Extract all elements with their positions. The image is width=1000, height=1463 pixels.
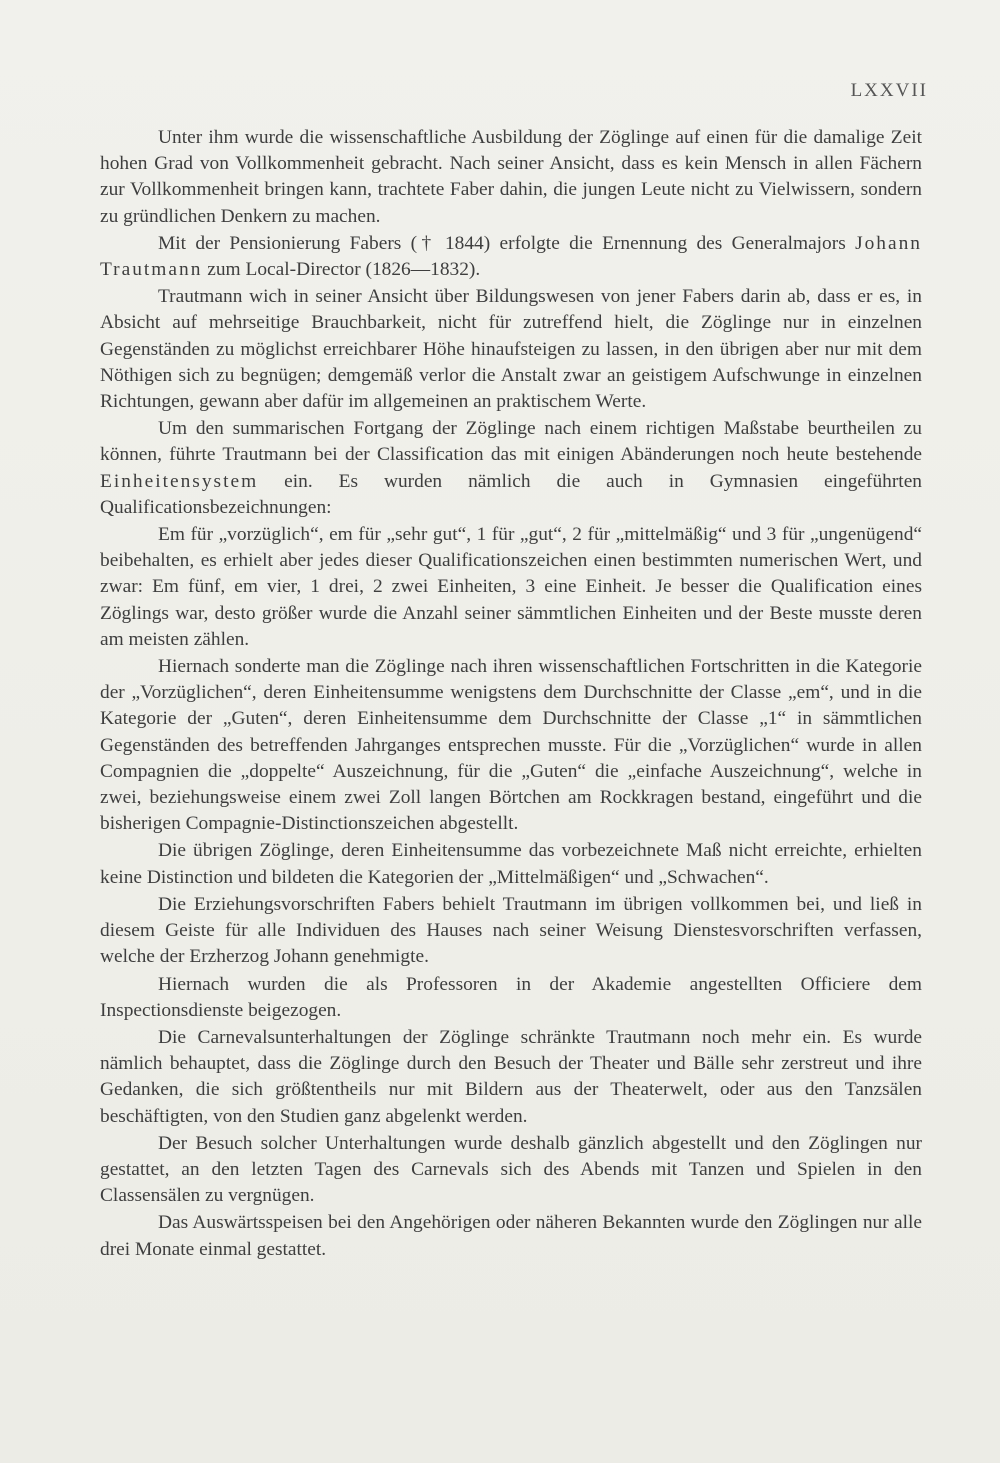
spaced-name: Johann Trautmann xyxy=(100,232,922,281)
paragraph-text: ein. Es wurden nämlich die auch in Gymnasien eingeführten Qualificationsbezeichnungen: xyxy=(100,470,922,518)
paragraph: Trautmann wich in seiner Ansicht über Bildungswesen von jener Fabers darin ab, dass er es, in Absicht auf mehrseitige Brauchbarkeit, nicht für zutreffend hielt, die Zöglinge nur in einzelnen Gegenständen zu möglichst erreichbarer Höhe hinaufsteigen zu lassen, in den übrigen aber nur mit dem Nöthigen sich zu begnügen; demgemäß verlor die Anstalt zwar an geistigem Aufschwunge in einzelnen Richtungen, gewann aber dafür im allgemeinen an praktischem Werte. xyxy=(100,286,922,413)
paragraph: Die übrigen Zöglinge, deren Einheitensumme das vorbezeichnete Maß nicht erreichte, erhielten keine Distinction und bildeten die Kategorien der „Mittelmäßigen“ und „Schwachen“. xyxy=(100,840,922,888)
spaced-term: Einheitensystem xyxy=(100,470,259,492)
paragraph: Hiernach sonderte man die Zöglinge nach ihren wissenschaftlichen Fortschritten in die Kategorie der „Vorzüglichen“, deren Einheitensumme wenigstens dem Durchschnitte der Classe „em“, und in die Kategorie der „Guten“, deren Einheitensumme dem Durchschnitte der Classe „1“ in sämmtlichen Gegenständen des betreffenden Jahrganges entsprechen musste. Für die „Vorzüglichen“ wurde in allen Compagnien die „doppelte“ Auszeichnung, für die „Guten“ die „einfache Auszeichnung“, welche in zwei, beziehungsweise einem zwei Zoll langen Börtchen am Rockkragen bestand, eingeführt und die bisherigen Compagnie-Distinctionszeichen abgestellt. xyxy=(100,656,922,835)
paragraph: Hiernach wurden die als Professoren in der Akademie angestellten Officiere dem Inspectionsdienste beigezogen. xyxy=(100,973,922,1021)
paragraph-text: zum Local-Director (1826—1832). xyxy=(202,259,481,281)
body-text xyxy=(100,125,922,1263)
paragraph: Das Auswärtsspeisen bei den Angehörigen oder näheren Bekannten wurde den Zöglingen nur alle drei Monate einmal gestattet. xyxy=(100,1212,922,1260)
paragraph: Em für „vorzüglich“, em für „sehr gut“, 1 für „gut“, 2 für „mittelmäßig“ und 3 für „ungenügend“ beibehalten, es erhielt aber jedes dieser Qualificationszeichen einen bestimmten numerischen Wert, und zwar: Em fünf, em vier, 1 drei, 2 zwei Einheiten, 3 eine Einheit. Je besser die Qualification eines Zöglings war, desto größer wurde die Anzahl seiner sämmtlichen Einheiten und der Beste musste deren am meisten zählen. xyxy=(100,524,922,650)
paragraph-text: Um den summarischen Fortgang der Zöglinge nach einem richtigen Maßstabe beurtheilen zu können, führte Trautmann bei der Classification das mit einigen Abänderungen noch heute bestehende xyxy=(100,418,922,466)
paragraph xyxy=(100,231,922,283)
paragraph: Unter ihm wurde die wissenschaftliche Ausbildung der Zöglinge auf einen für die damalige Zeit hohen Grad von Vollkommenheit gebracht. Nach seiner Ansicht, dass es kein Mensch in allen Fächern zur Vollkommenheit bringen kann, trachtete Faber dahin, die jungen Leute nicht zu Vielwissern, sondern zu gründlichen Denkern zu machen. xyxy=(100,127,922,227)
paragraph xyxy=(100,416,922,521)
paragraph: Die Carnevalsunterhaltungen der Zöglinge schränkte Trautmann noch mehr ein. Es wurde nämlich behauptet, dass die Zöglinge durch den Besuch der Theater und Bälle sehr zerstreut und ihre Gedanken, die sich größtentheils nur mit Bildern aus der Theaterwelt, oder aus den Tanzsälen beschäftigten, von den Studien ganz abgelenkt werden. xyxy=(100,1026,922,1127)
page-number: LXXVII xyxy=(850,80,928,101)
paragraph: Die Erziehungsvorschriften Fabers behielt Trautmann im übrigen vollkommen bei, und ließ in diesem Geiste für alle Individuen des Hauses nach seiner Weisung Dienstesvorschriften verfassen, welche der Erzherzog Johann genehmigte. xyxy=(100,893,922,968)
paragraph: Der Besuch solcher Unterhaltungen wurde deshalb gänzlich abgestellt und den Zöglingen nur gestattet, an den letzten Tagen des Carnevals sich des Abends mit Tanzen und Spielen in den Classensälen zu vergnügen. xyxy=(100,1132,922,1207)
paragraph-text: Mit der Pensionierung Fabers († 1844) erfolgte die Ernennung des Generalmajors xyxy=(158,232,856,254)
